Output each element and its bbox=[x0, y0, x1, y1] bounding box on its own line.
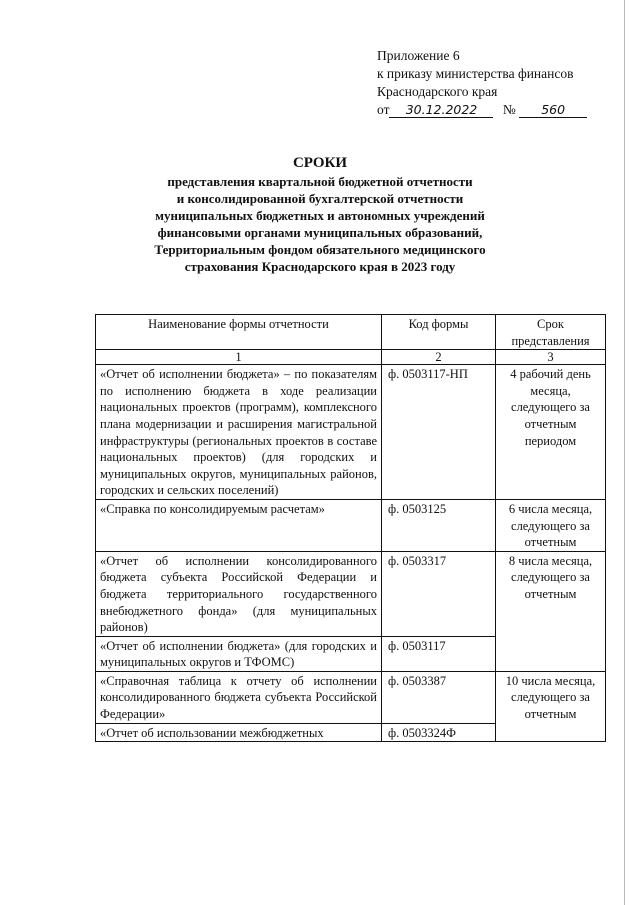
number-prefix: № bbox=[502, 102, 516, 117]
form-code: ф. 0503317 bbox=[382, 551, 496, 636]
handwritten-date: 30.12.2022 bbox=[389, 103, 493, 118]
column-number: 1 bbox=[96, 350, 382, 365]
table-number-row bbox=[96, 350, 606, 365]
form-code: ф. 0503387 bbox=[382, 671, 496, 723]
form-name: «Отчет об исполнении бюджета» (для городских и муниципальных округов и ТФОМС) bbox=[96, 636, 382, 671]
form-code: ф. 0503125 bbox=[382, 499, 496, 551]
table-header-row bbox=[96, 315, 606, 350]
deadline: 6 числа месяца, следующего за отчетным bbox=[496, 499, 606, 551]
title-line: Территориальным фондом обязательного медицинского bbox=[154, 242, 486, 257]
form-name: «Отчет об исполнении консолидированного бюджета субъекта Российской Федерации и бюджета территориального государственного внебюджетного фонда» (для муниципальных районов) bbox=[96, 551, 382, 636]
column-number: 3 bbox=[496, 350, 606, 365]
title-main: СРОКИ bbox=[292, 155, 348, 171]
title-line: финансовыми органами муниципальных образований, bbox=[157, 225, 483, 240]
header-deadline: Срок представления bbox=[496, 315, 606, 350]
form-name: «Отчет об использовании межбюджетных bbox=[96, 723, 382, 742]
appendix-block bbox=[377, 47, 617, 119]
scan-edge bbox=[624, 0, 625, 905]
table-row bbox=[96, 499, 606, 551]
deadline: 4 рабочий день месяца, следующего за отчетным периодом bbox=[496, 365, 606, 500]
header-form-name: Наименование формы отчетности bbox=[96, 315, 382, 350]
form-code: ф. 0503324Ф bbox=[382, 723, 496, 742]
title-line: муниципальных бюджетных и автономных учреждений bbox=[155, 208, 485, 223]
handwritten-number: 560 bbox=[519, 103, 587, 118]
title-line: и консолидированной бухгалтерской отчетности bbox=[176, 191, 464, 206]
column-number: 2 bbox=[382, 350, 496, 365]
appendix-date-line bbox=[377, 101, 617, 119]
form-code: ф. 0503117 bbox=[382, 636, 496, 671]
appendix-line: Краснодарского края bbox=[377, 84, 498, 99]
form-name: «Справка по консолидируемым расчетам» bbox=[96, 499, 382, 551]
table-row bbox=[96, 551, 606, 636]
form-name: «Справочная таблица к отчету об исполнении консолидированного бюджета субъекта Российской Федерации» bbox=[96, 671, 382, 723]
appendix-line: к приказу министерства финансов bbox=[377, 66, 574, 81]
deadline: 10 числа месяца, следующего за отчетным bbox=[496, 671, 606, 741]
form-name: «Отчет об исполнении бюджета» – по показателям по исполнению бюджета в ходе реализации национальных проектов (программ), комплексного плана модернизации и расширения магистральной инфраструктуры (региональных проектов в составе национальных проектов) (для городских и муниципальных округов, муниципальных районов, городских и сельских поселений) bbox=[96, 365, 382, 500]
appendix-line: Приложение 6 bbox=[377, 48, 460, 63]
table-row bbox=[96, 365, 606, 500]
deadlines-table bbox=[95, 314, 606, 742]
header-form-code: Код формы bbox=[382, 315, 496, 350]
title-line: представления квартальной бюджетной отчетности bbox=[167, 174, 473, 189]
form-code: ф. 0503117-НП bbox=[382, 365, 496, 500]
deadline: 8 числа месяца, следующего за отчетным bbox=[496, 551, 606, 671]
date-prefix: от bbox=[377, 102, 390, 117]
document-title bbox=[40, 154, 600, 275]
title-line: страхования Краснодарского края в 2023 году bbox=[184, 259, 456, 274]
table-row bbox=[96, 671, 606, 723]
